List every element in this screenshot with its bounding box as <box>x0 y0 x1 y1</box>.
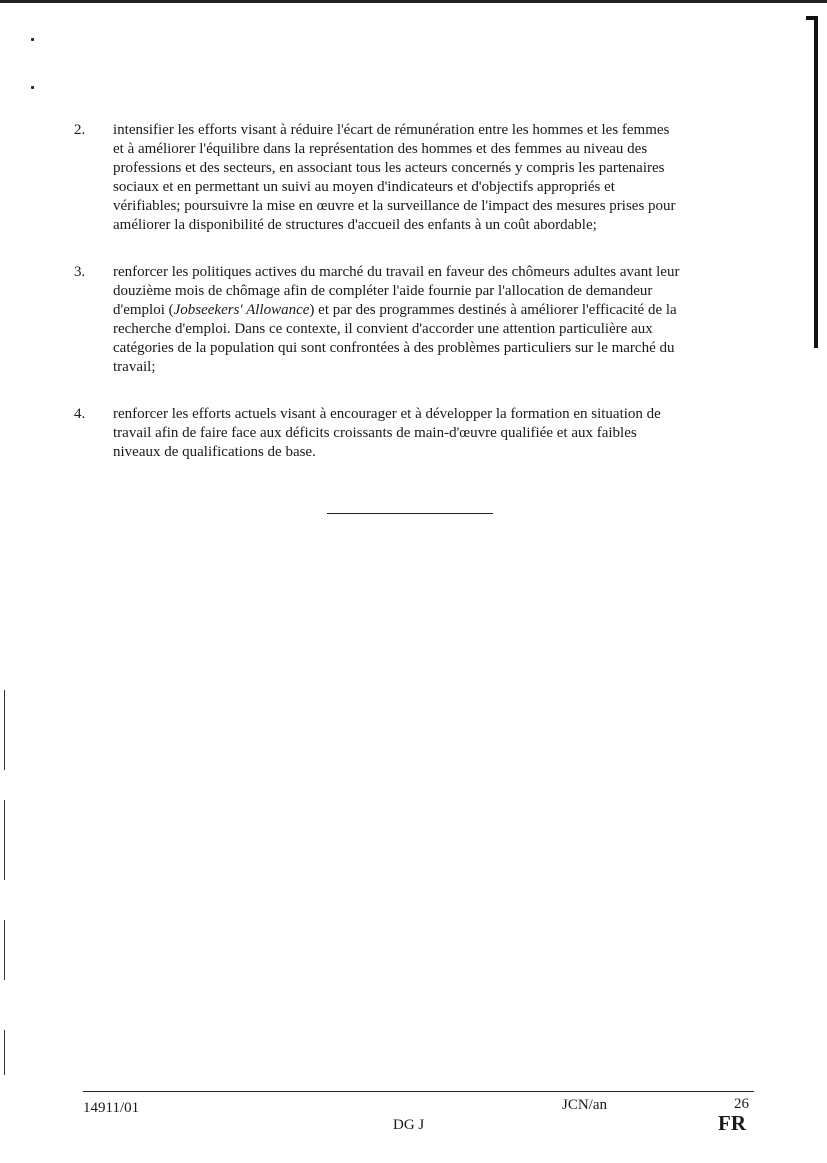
top-border-rule <box>0 0 827 3</box>
item-line: catégories de la population qui sont confrontées à des problèmes particuliers sur le marché du <box>113 340 675 356</box>
item-line: sociaux et en permettant un suivi au moyen d'indicateurs et d'objectifs appropriés et <box>113 179 615 195</box>
item-number: 2. <box>74 122 86 138</box>
item-text <box>113 405 753 462</box>
item-line: douzième mois de chômage afin de compléter l'aide fournie par l'allocation de demandeur <box>113 283 653 299</box>
footer-doc-ref: 14911/01 <box>83 1100 140 1116</box>
scan-edge-line <box>4 1030 5 1075</box>
end-separator-rule <box>327 513 493 514</box>
item-line: et à améliorer l'équilibre dans la représentation des hommes et des femmes au niveau des <box>113 141 648 157</box>
item-text <box>113 263 753 377</box>
item-line: renforcer les efforts actuels visant à encourager et à développer la formation en situation de <box>113 406 661 422</box>
item-line: travail afin de faire face aux déficits croissants de main-d'œuvre qualifiée et aux faibles <box>113 425 637 441</box>
footer-directorate: DG J <box>393 1117 425 1133</box>
scan-edge-line <box>4 800 5 880</box>
item-line: niveaux de qualifications de base. <box>113 444 316 460</box>
item-line: professions et des secteurs, en associant tous les acteurs concernés y compris les partenaires <box>113 160 665 176</box>
scan-edge-line <box>4 690 5 770</box>
text-segment: ) et par des programmes destinés à améliorer l'efficacité de la <box>309 302 677 318</box>
italic-term: Jobseekers' Allowance <box>173 302 310 318</box>
item-number: 4. <box>74 406 86 422</box>
footer-page-number: 26 <box>734 1096 749 1112</box>
item-line: vérifiables; poursuivre la mise en œuvre et la surveillance de l'impact des mesures prises pour <box>113 198 676 214</box>
item-line: recherche d'emploi. Dans ce contexte, il convient d'accorder une attention particulière aux <box>113 321 653 337</box>
scan-bracket <box>814 18 818 348</box>
item-line: améliorer la disponibilité de structures d'accueil des enfants à un coût abordable; <box>113 217 597 233</box>
footer-initials: JCN/an <box>562 1097 607 1113</box>
item-number: 3. <box>74 264 86 280</box>
scan-speck <box>31 38 34 41</box>
text-segment: d'emploi ( <box>113 302 174 318</box>
scan-edge-line <box>4 920 5 980</box>
scan-speck <box>31 86 34 89</box>
item-line <box>113 301 753 320</box>
item-text <box>113 121 753 235</box>
item-line: travail; <box>113 359 156 375</box>
footer-language: FR <box>718 1111 746 1135</box>
item-line: renforcer les politiques actives du marché du travail en faveur des chômeurs adultes avant leur <box>113 264 680 280</box>
footer-rule <box>83 1091 754 1092</box>
item-line: intensifier les efforts visant à réduire l'écart de rémunération entre les hommes et les femmes <box>113 122 670 138</box>
